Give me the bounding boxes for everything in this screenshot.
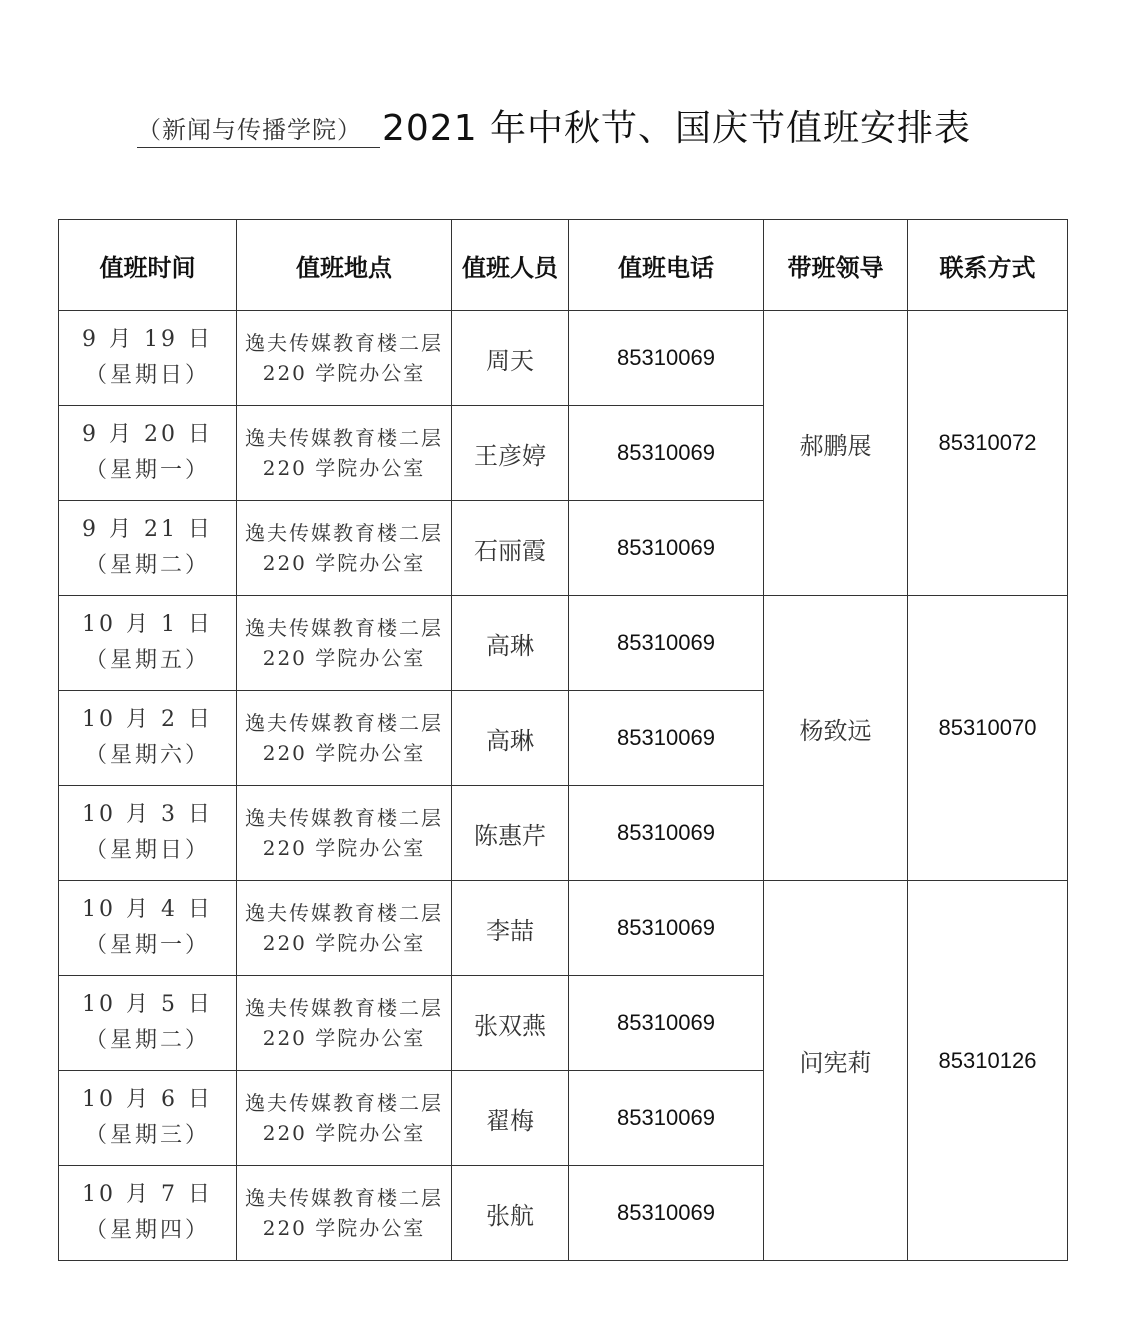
header-duty-location: 值班地点 — [237, 220, 452, 311]
date-cell — [59, 786, 237, 881]
weekday-text: （星期六） — [84, 743, 210, 768]
weekday-text: （星期五） — [84, 648, 210, 673]
date-text: 9 月 21 日 — [82, 517, 213, 542]
phone-cell: 85310069 — [569, 881, 764, 976]
location-cell — [237, 501, 452, 596]
leader-contact: 85310070 — [938, 715, 1037, 740]
title-main: 2021 年中秋节、国庆节值班安排表 — [382, 108, 972, 149]
person-cell: 王彦婷 — [452, 406, 569, 501]
date-cell — [59, 691, 237, 786]
leader-contact: 85310126 — [938, 1047, 1037, 1073]
weekday-text: （星期三） — [84, 1123, 210, 1148]
date-text: 10 月 7 日 — [82, 1182, 213, 1207]
leader-cell — [764, 596, 908, 881]
phone-cell: 85310069 — [569, 976, 764, 1071]
date-cell — [59, 1071, 237, 1166]
date-cell — [59, 311, 237, 406]
phone-cell: 85310069 — [569, 1071, 764, 1166]
table-row — [59, 881, 1068, 976]
leader-name: 杨致远 — [799, 716, 872, 745]
location-building: 逸夫传媒教育楼二层 — [245, 331, 443, 355]
person-cell: 陈惠芹 — [452, 786, 569, 881]
duty-schedule-table — [58, 219, 1068, 1261]
contact-cell — [908, 881, 1068, 1261]
location-building: 逸夫传媒教育楼二层 — [245, 996, 443, 1020]
location-room: 220 学院办公室 — [262, 1026, 426, 1050]
phone-cell: 85310069 — [569, 406, 764, 501]
date-cell — [59, 596, 237, 691]
person-cell: 张航 — [452, 1166, 569, 1261]
document-title — [0, 98, 1125, 158]
phone-cell: 85310069 — [569, 1166, 764, 1261]
phone-cell: 85310069 — [569, 691, 764, 786]
location-cell — [237, 1071, 452, 1166]
table-row — [59, 311, 1068, 406]
date-cell — [59, 881, 237, 976]
location-room: 220 学院办公室 — [262, 456, 426, 480]
location-building: 逸夫传媒教育楼二层 — [245, 426, 443, 450]
phone-cell: 85310069 — [569, 501, 764, 596]
date-text: 10 月 2 日 — [82, 707, 213, 732]
phone-cell: 85310069 — [569, 786, 764, 881]
weekday-text: （星期二） — [84, 1028, 210, 1053]
location-building: 逸夫传媒教育楼二层 — [245, 1091, 443, 1115]
weekday-text: （星期一） — [84, 933, 210, 958]
leader-name: 问宪莉 — [799, 1049, 872, 1077]
person-cell: 周天 — [452, 311, 569, 406]
location-cell — [237, 1166, 452, 1261]
weekday-text: （星期四） — [84, 1218, 210, 1243]
date-text: 10 月 1 日 — [82, 612, 213, 637]
location-room: 220 学院办公室 — [262, 1216, 426, 1240]
weekday-text: （星期一） — [84, 458, 210, 483]
location-room: 220 学院办公室 — [262, 741, 426, 765]
header-duty-phone: 值班电话 — [569, 220, 764, 311]
person-cell: 李喆 — [452, 881, 569, 976]
leader-cell — [764, 311, 908, 596]
location-room: 220 学院办公室 — [262, 646, 426, 670]
date-text: 10 月 3 日 — [82, 802, 213, 827]
location-room: 220 学院办公室 — [262, 551, 426, 575]
date-cell — [59, 501, 237, 596]
table-row — [59, 596, 1068, 691]
location-cell — [237, 976, 452, 1071]
weekday-text: （星期二） — [84, 553, 210, 578]
contact-cell — [908, 596, 1068, 881]
phone-cell: 85310069 — [569, 596, 764, 691]
header-contact: 联系方式 — [908, 220, 1068, 311]
location-cell — [237, 786, 452, 881]
person-cell: 翟梅 — [452, 1071, 569, 1166]
person-cell: 高琳 — [452, 596, 569, 691]
header-duty-time: 值班时间 — [59, 220, 237, 311]
location-cell — [237, 691, 452, 786]
location-cell — [237, 596, 452, 691]
location-building: 逸夫传媒教育楼二层 — [245, 901, 443, 925]
header-leader: 带班领导 — [764, 220, 908, 311]
date-text: 10 月 5 日 — [82, 992, 213, 1017]
date-text: 10 月 4 日 — [82, 897, 213, 922]
location-cell — [237, 311, 452, 406]
location-room: 220 学院办公室 — [262, 1121, 426, 1145]
date-text: 9 月 19 日 — [82, 327, 213, 352]
location-building: 逸夫传媒教育楼二层 — [245, 711, 443, 735]
person-cell: 高琳 — [452, 691, 569, 786]
date-cell — [59, 406, 237, 501]
location-room: 220 学院办公室 — [262, 361, 426, 385]
date-cell — [59, 976, 237, 1071]
date-cell — [59, 1166, 237, 1261]
phone-cell: 85310069 — [569, 311, 764, 406]
contact-cell — [908, 311, 1068, 596]
header-duty-person: 值班人员 — [452, 220, 569, 311]
location-room: 220 学院办公室 — [262, 931, 426, 955]
location-room: 220 学院办公室 — [262, 836, 426, 860]
person-cell: 石丽霞 — [452, 501, 569, 596]
location-building: 逸夫传媒教育楼二层 — [245, 1186, 443, 1210]
person-cell: 张双燕 — [452, 976, 569, 1071]
location-cell — [237, 406, 452, 501]
title-department: （新闻与传播学院） — [137, 110, 380, 148]
location-building: 逸夫传媒教育楼二层 — [245, 806, 443, 830]
leader-cell — [764, 881, 908, 1261]
location-cell — [237, 881, 452, 976]
table-header-row — [59, 220, 1068, 311]
location-building: 逸夫传媒教育楼二层 — [245, 616, 443, 640]
date-text: 10 月 6 日 — [82, 1087, 213, 1112]
location-building: 逸夫传媒教育楼二层 — [245, 521, 443, 545]
weekday-text: （星期日） — [84, 838, 210, 863]
weekday-text: （星期日） — [84, 363, 210, 388]
date-text: 9 月 20 日 — [82, 422, 213, 447]
leader-contact: 85310072 — [938, 430, 1037, 455]
leader-name: 郝鹏展 — [799, 431, 872, 460]
